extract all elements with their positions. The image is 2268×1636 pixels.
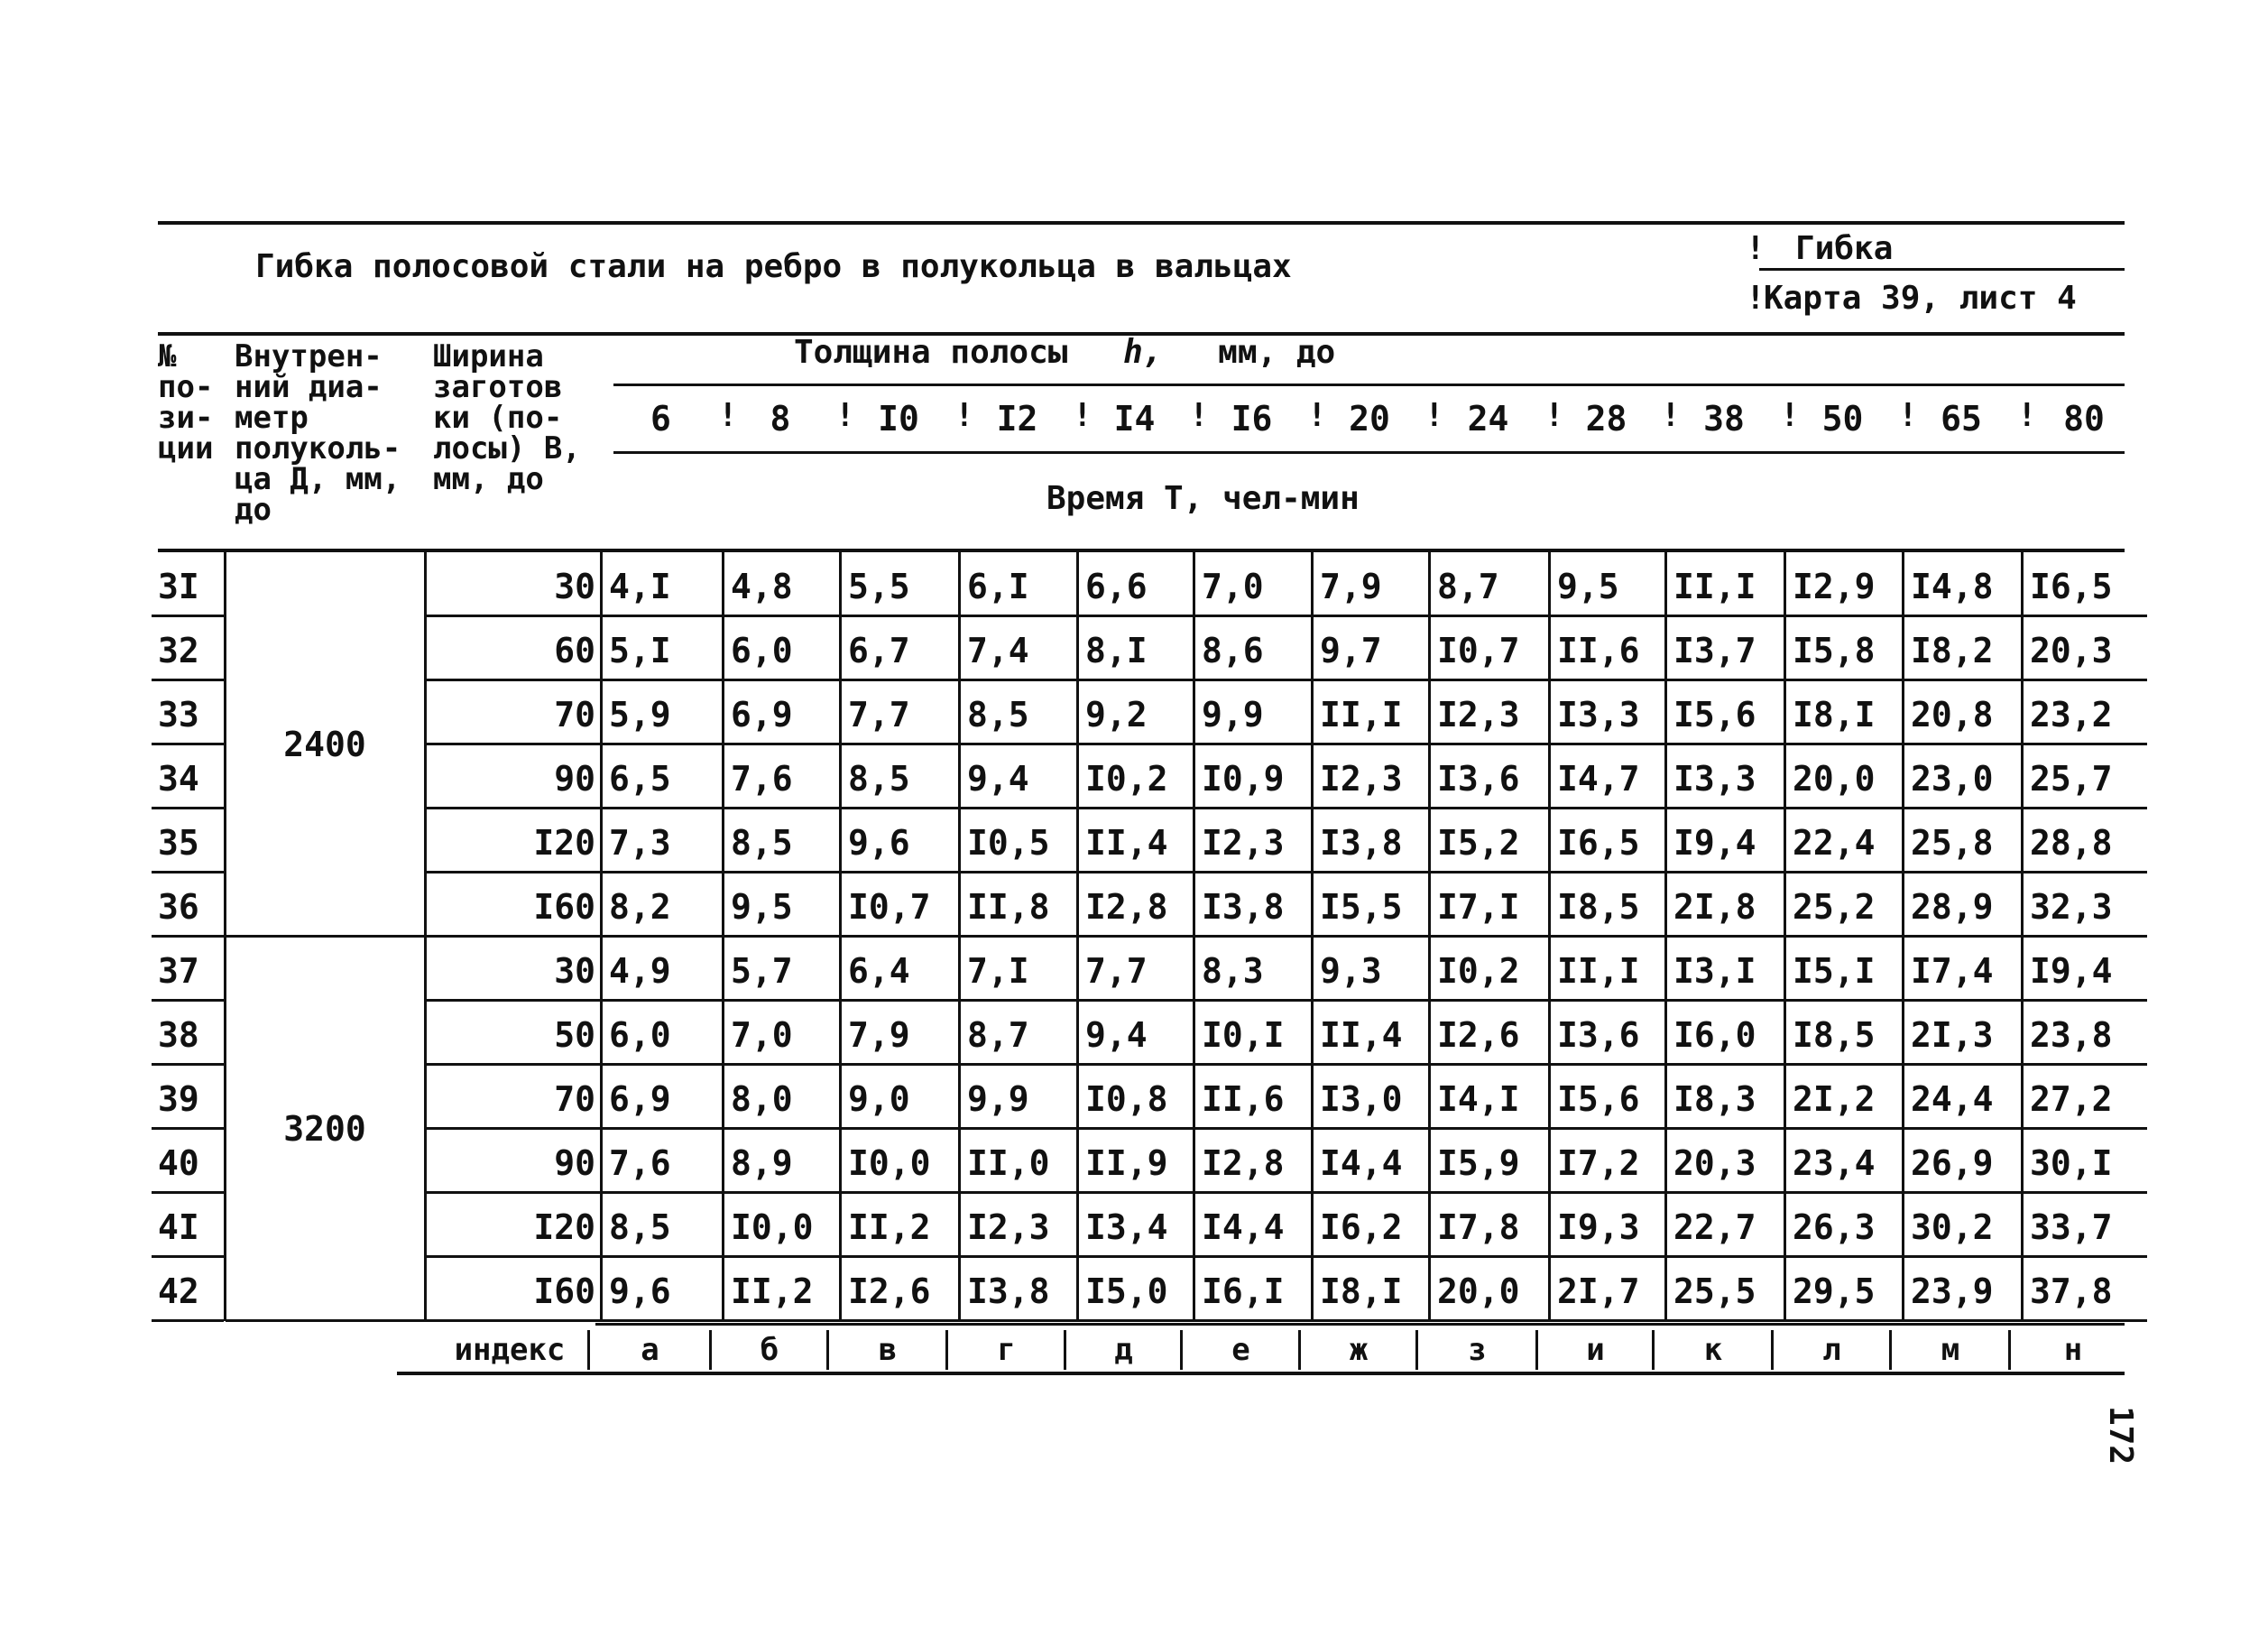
position-number: 33 (158, 695, 199, 735)
header-separator: ! (954, 397, 974, 434)
position-number: 38 (158, 1015, 199, 1055)
header-separator: ! (1661, 397, 1681, 434)
thickness-value: I2 (996, 399, 1038, 439)
width-value: 90 (554, 1143, 595, 1183)
time-value: 9,6 (848, 823, 910, 863)
index-letter: д (1114, 1332, 1133, 1368)
index-letter: г (997, 1332, 1016, 1368)
index-letter: н (2063, 1332, 2083, 1368)
page-title: Гибка полосовой стали на ребро в полукольца в вальцах (255, 248, 1292, 285)
position-number: 37 (158, 951, 199, 991)
thickness-value: 50 (1821, 399, 1864, 439)
time-value: I7,4 (1911, 951, 1994, 991)
time-value: I3,I (1673, 951, 1756, 991)
time-value: 24,4 (1911, 1079, 1994, 1119)
index-letter: л (1822, 1332, 1841, 1368)
header-position: № по- зи- ции (158, 338, 214, 467)
time-value: 9,7 (1320, 631, 1382, 670)
time-value: I5,9 (1437, 1143, 1520, 1183)
position-number: 35 (158, 823, 199, 863)
width-value: 50 (554, 1015, 595, 1055)
time-value: 6,4 (848, 951, 910, 991)
time-value: 7,I (967, 951, 1029, 991)
time-value: II,9 (1085, 1143, 1168, 1183)
time-value: 8,9 (731, 1143, 793, 1183)
time-value: 7,0 (731, 1015, 793, 1055)
time-value: 8,5 (609, 1207, 671, 1247)
time-value: 5,5 (848, 567, 910, 606)
time-value: I9,4 (2030, 951, 2113, 991)
index-letter: з (1468, 1332, 1487, 1368)
thickness-symbol: h, (1123, 334, 1163, 371)
thickness-value: 65 (1941, 399, 1982, 439)
time-value: 2I,8 (1673, 887, 1756, 927)
width-value: 70 (554, 1079, 595, 1119)
time-value: II,6 (1202, 1079, 1285, 1119)
time-value: 23,9 (1911, 1271, 1994, 1311)
thickness-value: I6 (1231, 399, 1273, 439)
time-value: II,I (1320, 695, 1403, 735)
time-value: II,8 (967, 887, 1050, 927)
time-value: I2,8 (1085, 887, 1168, 927)
time-label: Время Т, чел-мин (1046, 480, 1360, 517)
thickness-value: 24 (1467, 399, 1509, 439)
time-value: I0,2 (1437, 951, 1520, 991)
time-value: I2,3 (1202, 823, 1285, 863)
index-label: индекс (454, 1332, 566, 1368)
thickness-value: 6 (650, 399, 671, 439)
time-value: I5,8 (1793, 631, 1876, 670)
index-letter: ж (1349, 1332, 1369, 1368)
time-value: 6,0 (731, 631, 793, 670)
time-value: 20,3 (1673, 1143, 1756, 1183)
time-value: 28,8 (2030, 823, 2113, 863)
time-value: I3,3 (1557, 695, 1640, 735)
time-value: 9,4 (967, 759, 1029, 799)
time-value: 7,7 (1085, 951, 1148, 991)
diameter-value: 3200 (283, 1109, 366, 1149)
card-number: Карта 39, лист 4 (1764, 280, 2077, 317)
index-letter: е (1231, 1332, 1250, 1368)
time-value: I0,7 (1437, 631, 1520, 670)
thickness-value: I0 (878, 399, 919, 439)
time-value: I2,9 (1793, 567, 1876, 606)
time-value: I0,8 (1085, 1079, 1168, 1119)
thickness-value: I4 (1113, 399, 1156, 439)
time-value: I5,6 (1557, 1079, 1640, 1119)
width-value: 30 (554, 567, 595, 606)
time-value: 2I,3 (1911, 1015, 1994, 1055)
time-value: 6,5 (609, 759, 671, 799)
time-value: I3,3 (1673, 759, 1756, 799)
time-value: I2,6 (1437, 1015, 1520, 1055)
time-value: I8,5 (1793, 1015, 1876, 1055)
thickness-unit: мм, до (1218, 334, 1336, 371)
time-value: I0,2 (1085, 759, 1168, 799)
time-value: I8,2 (1911, 631, 1994, 670)
time-value: 8,5 (967, 695, 1029, 735)
position-number: 39 (158, 1079, 199, 1119)
time-value: 4,9 (609, 951, 671, 991)
time-value: II,0 (967, 1143, 1050, 1183)
width-value: I60 (533, 1271, 595, 1311)
time-value: I7,2 (1557, 1143, 1640, 1183)
time-value: 20,3 (2030, 631, 2113, 670)
time-value: 4,8 (731, 567, 793, 606)
time-value: I4,I (1437, 1079, 1520, 1119)
time-value: I0,0 (848, 1143, 931, 1183)
time-value: 9,9 (967, 1079, 1029, 1119)
time-value: I0,I (1202, 1015, 1285, 1055)
time-value: 7,3 (609, 823, 671, 863)
time-value: I3,6 (1557, 1015, 1640, 1055)
time-value: I7,8 (1437, 1207, 1520, 1247)
time-value: I8,3 (1673, 1079, 1756, 1119)
time-value: 9,5 (1557, 567, 1619, 606)
time-value: 6,9 (609, 1079, 671, 1119)
time-value: I3,7 (1673, 631, 1756, 670)
time-value: I3,8 (1320, 823, 1403, 863)
time-value: 7,9 (848, 1015, 910, 1055)
time-value: 8,0 (731, 1079, 793, 1119)
time-value: II,4 (1320, 1015, 1403, 1055)
thickness-value: 8 (770, 399, 791, 439)
time-value: II,I (1557, 951, 1640, 991)
width-value: 60 (554, 631, 595, 670)
time-value: 9,4 (1085, 1015, 1148, 1055)
header-separator: ! (1189, 397, 1209, 434)
position-number: 4I (158, 1207, 199, 1247)
time-value: 20,0 (1437, 1271, 1520, 1311)
time-value: I6,5 (2030, 567, 2113, 606)
time-value: I0,9 (1202, 759, 1285, 799)
time-value: 8,2 (609, 887, 671, 927)
time-value: 9,0 (848, 1079, 910, 1119)
header-width: Ширина заготов ки (по- лосы) В, мм, до (433, 338, 581, 497)
time-value: 23,8 (2030, 1015, 2113, 1055)
time-value: I5,I (1793, 951, 1876, 991)
time-value: I8,I (1793, 695, 1876, 735)
position-number: 42 (158, 1271, 199, 1311)
time-value: 7,4 (967, 631, 1029, 670)
index-letter: и (1586, 1332, 1605, 1368)
time-value: I3,8 (1202, 887, 1285, 927)
time-value: I2,3 (967, 1207, 1050, 1247)
time-value: I3,6 (1437, 759, 1520, 799)
time-value: 6,9 (731, 695, 793, 735)
time-value: 2I,7 (1557, 1271, 1640, 1311)
time-value: I8,5 (1557, 887, 1640, 927)
time-value: 20,8 (1911, 695, 1994, 735)
time-value: I4,7 (1557, 759, 1640, 799)
time-value: 8,6 (1202, 631, 1264, 670)
time-value: 23,0 (1911, 759, 1994, 799)
time-value: I4,4 (1320, 1143, 1403, 1183)
time-value: 8,7 (967, 1015, 1029, 1055)
time-value: I5,6 (1673, 695, 1756, 735)
time-value: I3,4 (1085, 1207, 1168, 1247)
time-value: I4,8 (1911, 567, 1994, 606)
time-value: I2,3 (1320, 759, 1403, 799)
width-value: I20 (533, 1207, 595, 1247)
position-number: 34 (158, 759, 199, 799)
time-value: 9,3 (1320, 951, 1382, 991)
width-value: 30 (554, 951, 595, 991)
time-value: 7,6 (609, 1143, 671, 1183)
thickness-value: 28 (1585, 399, 1627, 439)
time-value: I6,2 (1320, 1207, 1403, 1247)
time-value: 37,8 (2030, 1271, 2113, 1311)
index-letter: в (878, 1332, 898, 1368)
time-value: 5,I (609, 631, 671, 670)
time-value: 28,9 (1911, 887, 1994, 927)
index-letter: б (760, 1332, 779, 1368)
header-separator: ! (718, 397, 738, 434)
width-value: I20 (533, 823, 595, 863)
time-value: 2I,2 (1793, 1079, 1876, 1119)
time-value: 6,I (967, 567, 1029, 606)
time-value: 5,9 (609, 695, 671, 735)
header-separator: ! (1307, 397, 1327, 434)
time-value: 8,I (1085, 631, 1148, 670)
position-number: 40 (158, 1143, 199, 1183)
header-diameter: Внутрен- ний диа- метр полуколь- ца Д, мм, до (235, 338, 401, 528)
time-value: 6,0 (609, 1015, 671, 1055)
time-value: 27,2 (2030, 1079, 2113, 1119)
time-value: I2,8 (1202, 1143, 1285, 1183)
time-value: I6,5 (1557, 823, 1640, 863)
page-number: 172 (2102, 1405, 2140, 1465)
width-value: 90 (554, 759, 595, 799)
header-bang-1: ! (1746, 230, 1766, 267)
header-separator: ! (1424, 397, 1444, 434)
time-value: II,6 (1557, 631, 1640, 670)
time-value: I5,5 (1320, 887, 1403, 927)
index-letter: к (1703, 1332, 1723, 1368)
index-letter: а (641, 1332, 659, 1368)
time-value: 8,5 (848, 759, 910, 799)
time-value: 25,5 (1673, 1271, 1756, 1311)
time-value: I6,0 (1673, 1015, 1756, 1055)
diameter-value: 2400 (283, 725, 366, 764)
width-value: 70 (554, 695, 595, 735)
time-value: 32,3 (2030, 887, 2113, 927)
thickness-value: 20 (1349, 399, 1390, 439)
index-letter: м (1941, 1332, 1960, 1368)
time-value: 8,3 (1202, 951, 1264, 991)
time-value: 9,9 (1202, 695, 1264, 735)
time-value: 26,9 (1911, 1143, 1994, 1183)
time-value: 8,5 (731, 823, 793, 863)
time-value: 6,7 (848, 631, 910, 670)
section-name: Гибка (1795, 230, 1894, 267)
time-value: 25,7 (2030, 759, 2113, 799)
time-value: 9,2 (1085, 695, 1148, 735)
time-value: I7,I (1437, 887, 1520, 927)
time-value: I9,3 (1557, 1207, 1640, 1247)
time-value: 22,4 (1793, 823, 1876, 863)
time-value: I5,2 (1437, 823, 1520, 863)
time-value: 7,9 (1320, 567, 1382, 606)
time-value: I0,0 (731, 1207, 814, 1247)
position-number: 32 (158, 631, 199, 670)
time-value: I4,4 (1202, 1207, 1285, 1247)
time-value: II,2 (731, 1271, 814, 1311)
time-value: 7,6 (731, 759, 793, 799)
time-value: II,4 (1085, 823, 1168, 863)
time-value: I0,7 (848, 887, 931, 927)
time-value: 9,5 (731, 887, 793, 927)
time-value: 5,7 (731, 951, 793, 991)
time-value: 23,2 (2030, 695, 2113, 735)
header-separator: ! (1544, 397, 1564, 434)
time-value: 9,6 (609, 1271, 671, 1311)
time-value: 4,I (609, 567, 671, 606)
time-value: I3,0 (1320, 1079, 1403, 1119)
time-value: 26,3 (1793, 1207, 1876, 1247)
time-value: 6,6 (1085, 567, 1148, 606)
header-separator: ! (1898, 397, 1918, 434)
time-value: I3,8 (967, 1271, 1050, 1311)
time-value: 8,7 (1437, 567, 1499, 606)
header-separator: ! (1780, 397, 1800, 434)
thickness-value: 38 (1703, 399, 1745, 439)
time-value: 22,7 (1673, 1207, 1756, 1247)
thickness-label-text: Толщина полосы (794, 334, 1068, 371)
time-value: I6,I (1202, 1271, 1285, 1311)
header-separator: ! (835, 397, 855, 434)
time-value: I5,0 (1085, 1271, 1168, 1311)
time-value: 20,0 (1793, 759, 1876, 799)
time-value: 23,4 (1793, 1143, 1876, 1183)
time-value: 30,2 (1911, 1207, 1994, 1247)
thickness-value: 80 (2063, 399, 2105, 439)
time-value: 7,0 (1202, 567, 1264, 606)
position-number: 36 (158, 887, 199, 927)
time-value: I2,3 (1437, 695, 1520, 735)
time-value: 33,7 (2030, 1207, 2113, 1247)
width-value: I60 (533, 887, 595, 927)
time-value: 30,I (2030, 1143, 2113, 1183)
time-value: 29,5 (1793, 1271, 1876, 1311)
time-value: II,I (1673, 567, 1756, 606)
header-separator: ! (1073, 397, 1093, 434)
time-value: I9,4 (1673, 823, 1756, 863)
position-number: 3I (158, 567, 199, 606)
header-bang-2: ! (1746, 280, 1766, 317)
time-value: 7,7 (848, 695, 910, 735)
time-value: I8,I (1320, 1271, 1403, 1311)
header-separator: ! (2017, 397, 2037, 434)
thickness-label (794, 334, 1335, 371)
time-value: II,2 (848, 1207, 931, 1247)
time-value: 25,2 (1793, 887, 1876, 927)
time-value: 25,8 (1911, 823, 1994, 863)
time-value: I2,6 (848, 1271, 931, 1311)
time-value: I0,5 (967, 823, 1050, 863)
